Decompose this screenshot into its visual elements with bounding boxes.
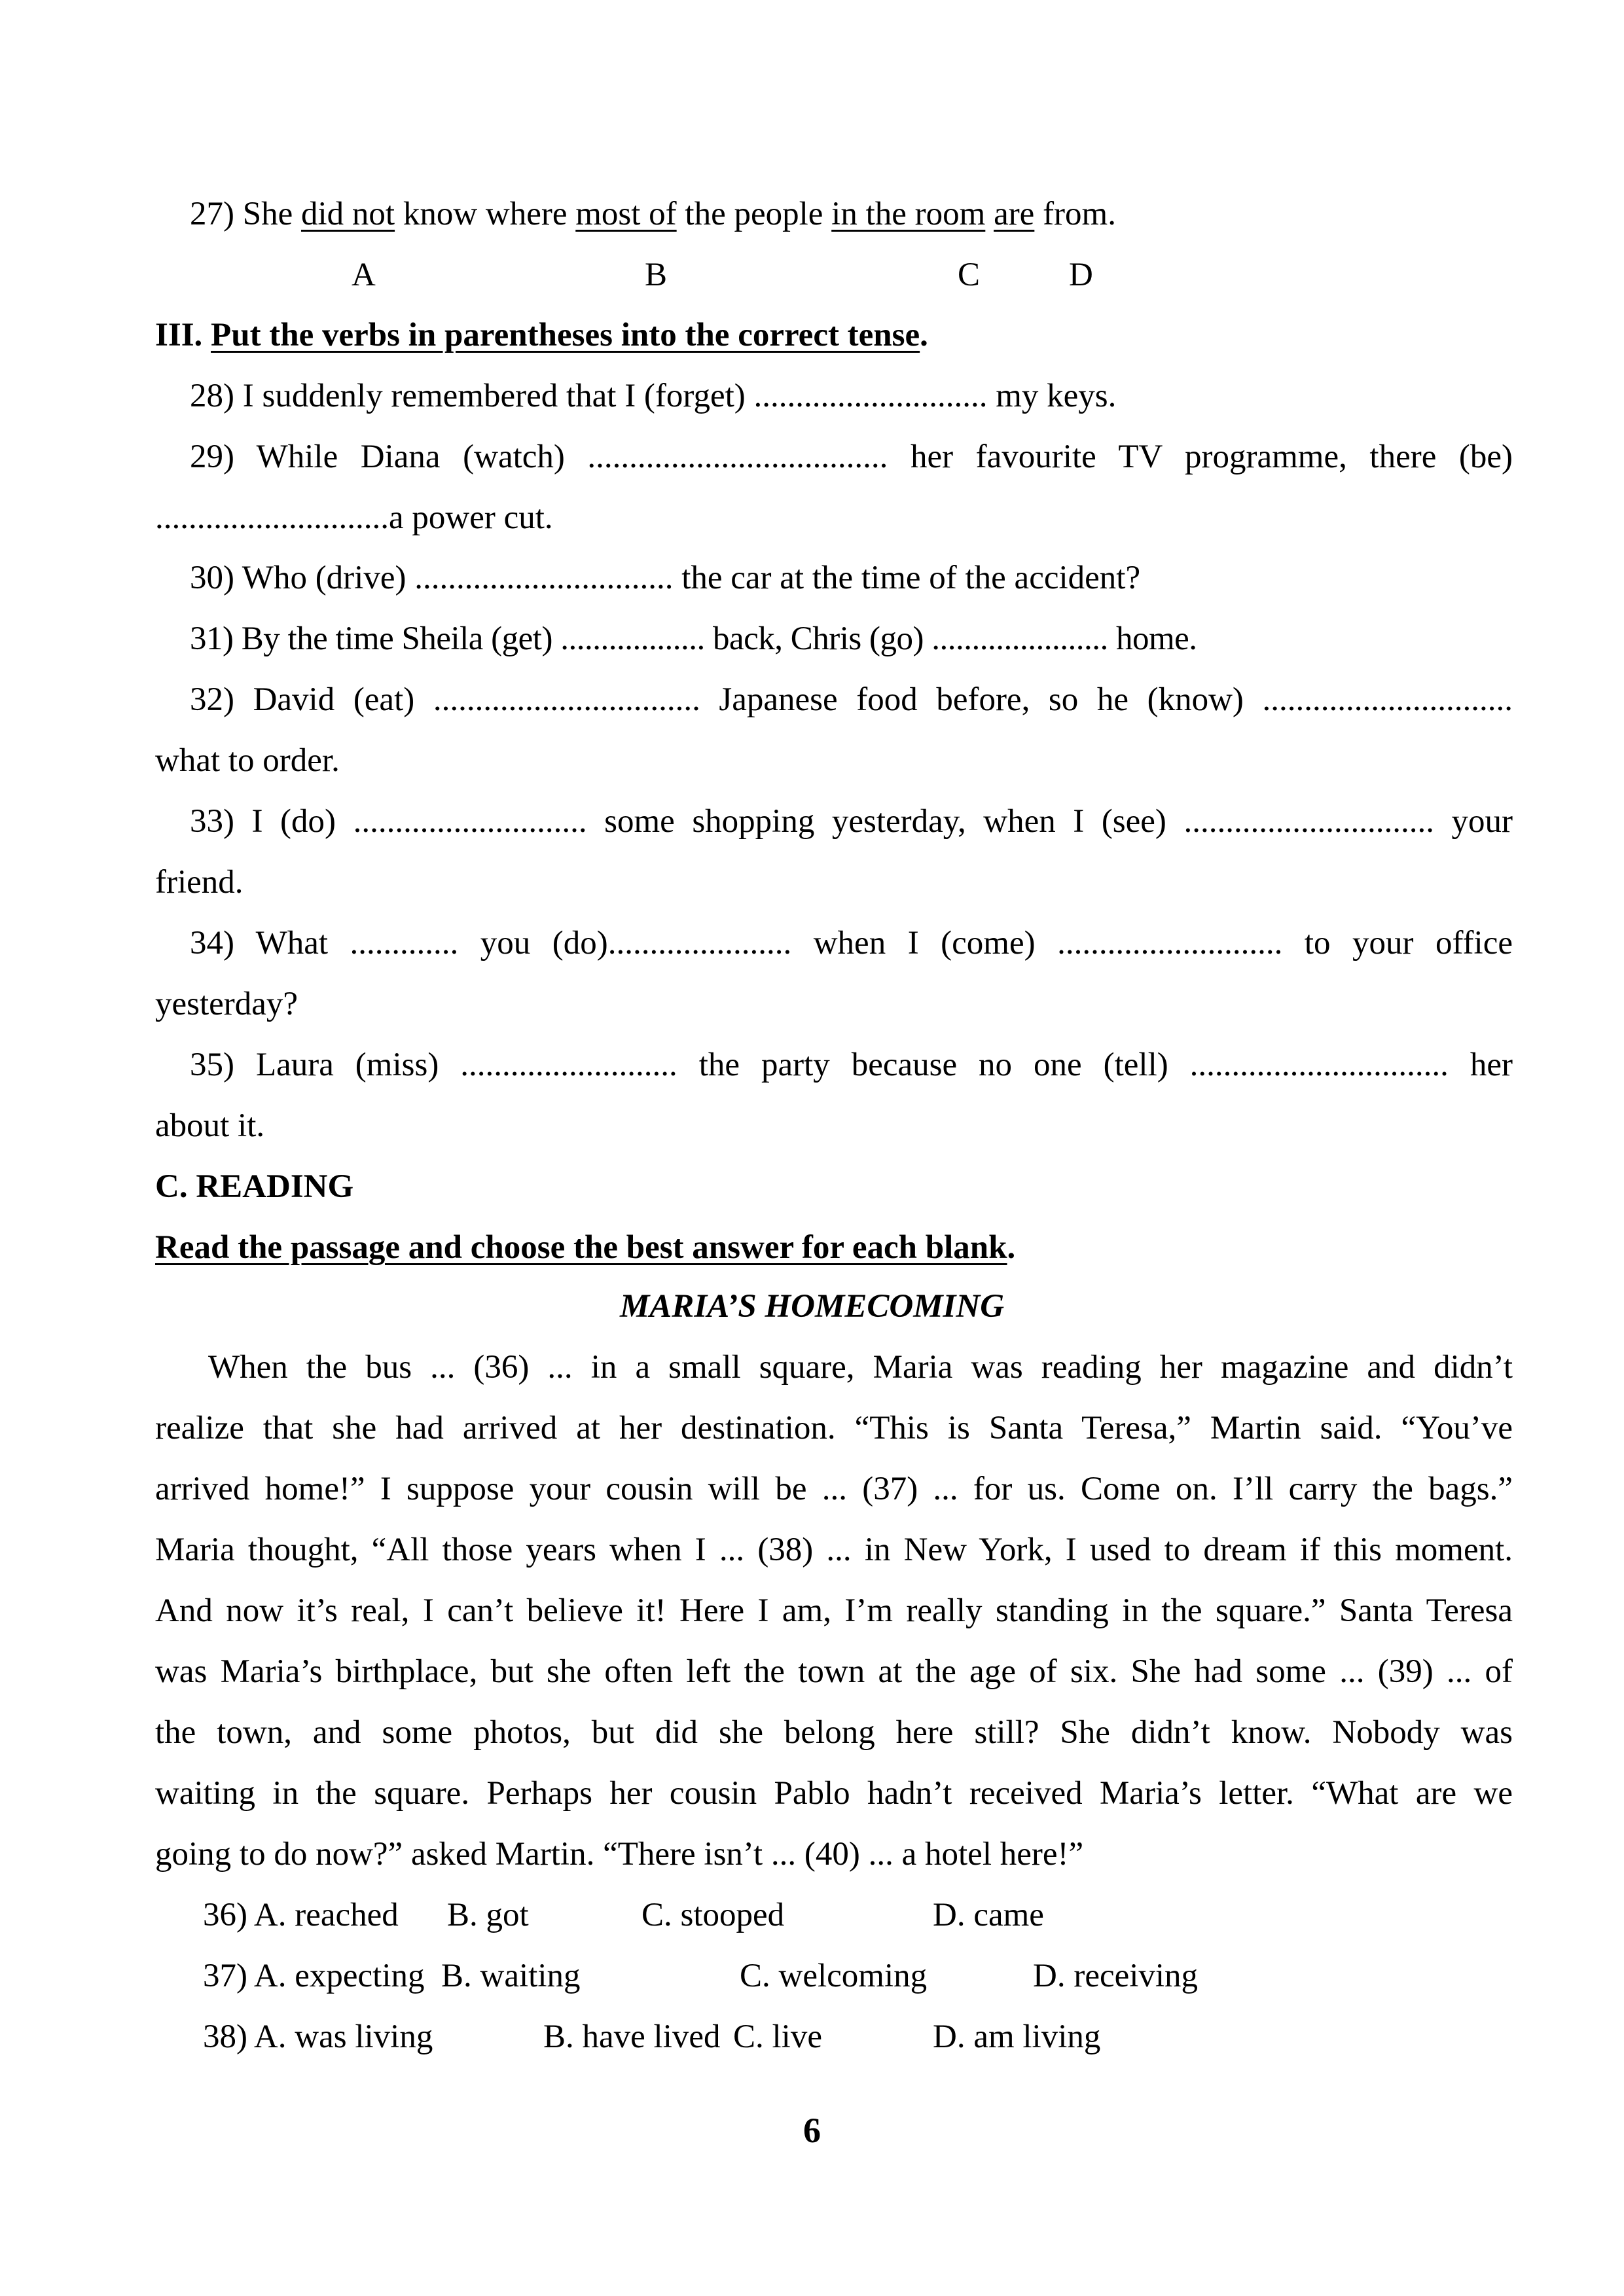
question-29-line-1: 29) While Diana (watch) .................................... her favourite TV programme, there (be) (190, 439, 1513, 475)
option-a-underlined: did not (300, 196, 395, 232)
question-33-line-2: friend. (155, 864, 244, 901)
passage-line: arrived home!” I suppose your cousin will be ... (37) ... for us. Come on. I’ll carry the bags.” (155, 1471, 1513, 1507)
page-number: 6 (803, 2111, 821, 2150)
label-d: D (1069, 257, 1093, 293)
text: know where (403, 196, 568, 232)
label-c: C (958, 257, 981, 293)
q36-option-b: B. got (447, 1897, 529, 1933)
q37-option-a: 37) A. expecting (203, 1958, 425, 1994)
instruction-text: Read the passage and choose the best answer for each blank (155, 1229, 1007, 1266)
q38-option-a: 38) A. was living (203, 2018, 433, 2055)
question-29-line-2: ............................a power cut. (155, 499, 553, 536)
reading-instruction (155, 1228, 1015, 1267)
text: from. (1043, 196, 1116, 232)
question-34-line-2: yesterday? (155, 986, 298, 1022)
question-33-line-1: 33) I (do) ............................ some shopping yesterday, when I (see) .............................. your (190, 803, 1513, 840)
text: She (242, 196, 293, 232)
passage-line-last: going to do now?” asked Martin. “There isn’t ... (40) ... a hotel here!” (155, 1836, 1084, 1873)
label-b: B (645, 257, 668, 293)
section-period: . (920, 317, 928, 353)
q36-option-d: D. came (933, 1897, 1044, 1933)
question-35-line-2: about it. (155, 1107, 265, 1144)
passage-line: And now it’s real, I can’t believe it! Here I am, I’m really standing in the square.” Santa Teresa (155, 1592, 1513, 1629)
question-35-line-1: 35) Laura (miss) .......................... the party because no one (tell) ............................... her (190, 1047, 1513, 1083)
question-31: 31) By the time Sheila (get) .................. back, Chris (go) ...................... home. (190, 620, 1197, 657)
section-title: Put the verbs in parentheses into the correct tense (211, 317, 920, 353)
option-c-underlined: in the room (831, 196, 986, 232)
question-32-line-1: 32) David (eat) ................................ Japanese food before, so he (know) .............................. (190, 681, 1513, 718)
q36-option-c: C. stooped (641, 1897, 785, 1933)
question-32-line-2: what to order. (155, 742, 340, 779)
passage-line: waiting in the square. Perhaps her cousin Pablo hadn’t received Maria’s letter. “What are we (155, 1775, 1513, 1812)
q37-option-b: B. waiting (441, 1958, 581, 1994)
passage-line: When the bus ... (36) ... in a small square, Maria was reading her magazine and didn’t (208, 1349, 1513, 1386)
question-34-line-1: 34) What ............. you (do)...................... when I (come) ........................... to your office (190, 925, 1513, 961)
section-roman: III. (155, 317, 203, 353)
text: the people (685, 196, 823, 232)
reading-heading: C. READING (155, 1168, 354, 1205)
section-3-heading (155, 315, 928, 355)
question-28: 28) I suddenly remembered that I (forget) ............................ my keys. (190, 378, 1117, 414)
instruction-period: . (1007, 1229, 1016, 1266)
passage-line: was Maria’s birthplace, but she often left the town at the age of six. She had some ... (39) ... of (155, 1653, 1513, 1690)
q38-option-d: D. am living (933, 2018, 1101, 2055)
passage-line: the town, and some photos, but did she belong here still? She didn’t know. Nobody was (155, 1714, 1513, 1751)
q36-option-a: 36) A. reached (203, 1897, 399, 1933)
q37-option-c: C. welcoming (740, 1958, 928, 1994)
q37-option-d: D. receiving (1033, 1958, 1199, 1994)
question-number: 27) (190, 196, 234, 232)
option-d-underlined: are (994, 196, 1035, 232)
label-a: A (352, 257, 376, 293)
q38-option-c: C. live (733, 2018, 822, 2055)
question-27 (190, 194, 1116, 234)
passage-line: realize that she had arrived at her destination. “This is Santa Teresa,” Martin said. “You’ve (155, 1410, 1513, 1446)
passage-title: MARIA’S HOMECOMING (619, 1288, 1005, 1325)
passage-line: Maria thought, “All those years when I ... (38) ... in New York, I used to dream if this moment. (155, 1532, 1513, 1568)
q38-option-b: B. have lived (543, 2018, 721, 2055)
question-30: 30) Who (drive) ............................... the car at the time of the accident? (190, 560, 1141, 596)
option-b-underlined: most of (575, 196, 677, 232)
